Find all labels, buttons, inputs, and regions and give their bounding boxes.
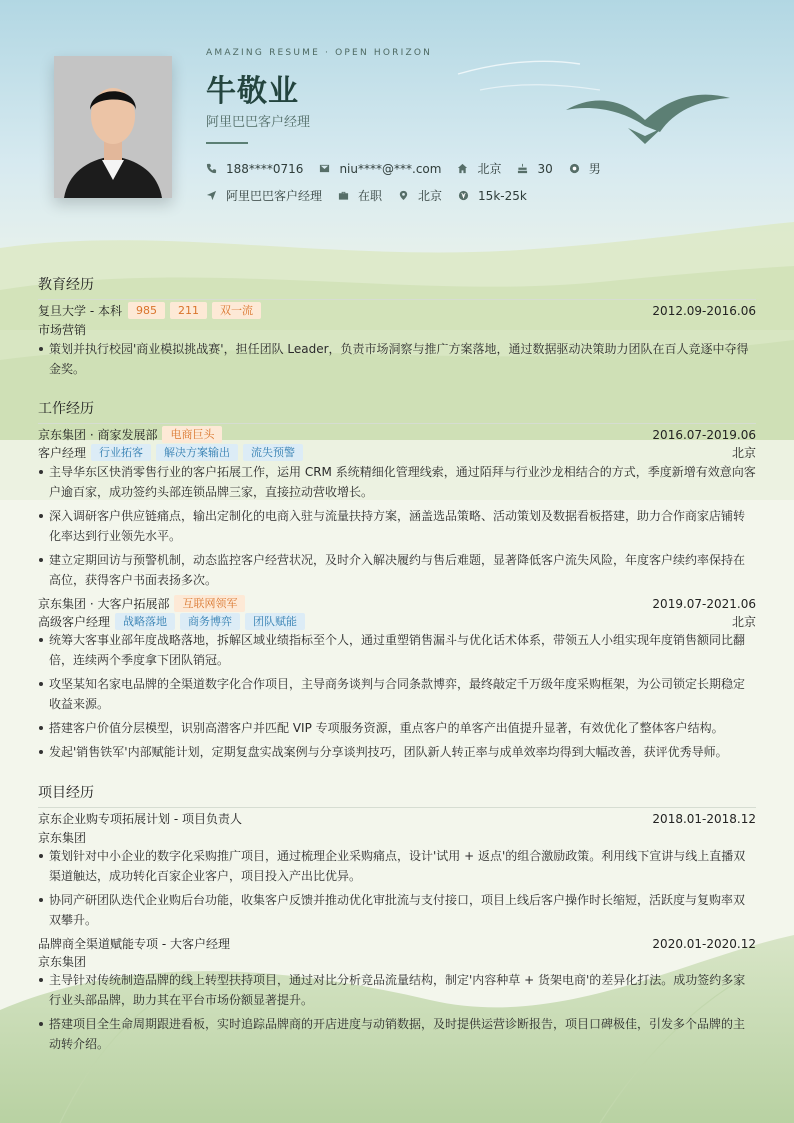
residence-item bbox=[457, 160, 501, 177]
target-city-text: 北京 bbox=[418, 189, 443, 203]
briefcase-icon bbox=[338, 190, 349, 201]
residence-text: 北京 bbox=[477, 162, 502, 176]
gender-item bbox=[569, 160, 601, 177]
phone-item bbox=[206, 162, 303, 176]
email-text: niu****@***.com bbox=[339, 161, 442, 176]
salary-text: 15k-25k bbox=[478, 188, 527, 203]
title-divider bbox=[206, 142, 248, 144]
project-bullet: 主导针对传统制造品牌的线上转型扶持项目，通过对比分析竞品流量结构，制定'内容种草 + 货架电商'的差异化打法。成功签约多家行业头部品牌，助力其在平台市场份额显著提升。 bbox=[38, 970, 756, 1010]
job-date: 2019.07-2021.06 bbox=[652, 596, 756, 611]
target-city-item bbox=[398, 187, 442, 204]
role-tag: 战略落地 bbox=[115, 613, 175, 630]
avatar bbox=[54, 56, 172, 198]
project-name: 品牌商全渠道赋能专项 - 大客户经理 bbox=[38, 937, 230, 951]
project-date: 2020.01-2020.12 bbox=[652, 936, 756, 951]
home-icon bbox=[457, 163, 468, 174]
send-icon bbox=[206, 190, 217, 201]
role-tag: 团队赋能 bbox=[245, 613, 305, 630]
contact-row-basic bbox=[206, 160, 617, 177]
education-major: 市场营销 bbox=[38, 323, 87, 337]
contact-row-career bbox=[206, 187, 543, 204]
education-section-title: 教育经历 bbox=[38, 274, 756, 300]
role-tag: 行业拓客 bbox=[91, 444, 151, 461]
project-header-row bbox=[38, 935, 756, 952]
salary-icon bbox=[458, 190, 469, 201]
school-tag: 双一流 bbox=[212, 302, 261, 319]
education-date: 2012.09-2016.06 bbox=[652, 303, 756, 318]
project-org: 京东集团 bbox=[38, 955, 87, 969]
job-bullet: 建立定期回访与预警机制，动态监控客户经营状况，及时介入解决履约与售后难题，显著降低客户流失风险，年度客户续约率保持在高位，获得客户书面表扬多次。 bbox=[38, 550, 756, 590]
mail-icon bbox=[319, 163, 330, 174]
project-bullet: 协同产研团队迭代企业购后台功能，收集客户反馈并推动优化审批流与支付接口，项目上线后客户操作时长缩短，活跃度与复购率双双攀升。 bbox=[38, 890, 756, 930]
age-item bbox=[517, 162, 552, 176]
job-status-item bbox=[338, 187, 382, 204]
school-tag: 985 bbox=[128, 302, 165, 319]
job-bullet: 攻坚某知名家电品牌的全渠道数字化合作项目，主导商务谈判与合同条款博弈，最终敲定千万级年度采购框架，为公司锁定长期稳定收益来源。 bbox=[38, 674, 756, 714]
job-company: 京东集团 · 商家发展部 bbox=[38, 428, 158, 442]
brand-tagline: AMAZING RESUME · OPEN HORIZON bbox=[206, 48, 433, 58]
job-company: 京东集团 · 大客户拓展部 bbox=[38, 597, 170, 611]
role-tag: 解决方案输出 bbox=[156, 444, 238, 461]
email-item bbox=[319, 162, 441, 176]
job-header-row bbox=[38, 426, 756, 443]
job-role-row bbox=[38, 613, 756, 630]
target-position-item bbox=[206, 187, 322, 204]
education-header-row bbox=[38, 302, 756, 319]
role-tag: 流失预警 bbox=[243, 444, 303, 461]
job-bullet: 发起'销售铁军'内部赋能计划，定期复盘实战案例与分享谈判技巧，团队新人转正率与成单效率均得到大幅改善，获评优秀导师。 bbox=[38, 742, 756, 762]
project-section-title: 项目经历 bbox=[38, 782, 756, 808]
gender-icon bbox=[569, 163, 580, 174]
location-icon bbox=[398, 190, 409, 201]
phone-icon bbox=[206, 163, 217, 174]
job-role: 客户经理 bbox=[38, 446, 87, 460]
target-position-text: 阿里巴巴客户经理 bbox=[226, 189, 323, 203]
project-bullet: 搭建项目全生命周期跟进看板，实时追踪品牌商的开店进度与动销数据，及时提供运营诊断报告，项目口碑极佳，引发多个品牌的主动转介绍。 bbox=[38, 1014, 756, 1054]
company-tag: 电商巨头 bbox=[162, 426, 222, 443]
school-name: 复旦大学 - 本科 bbox=[38, 304, 122, 318]
job-status-text: 在职 bbox=[358, 189, 383, 203]
job-city: 北京 bbox=[731, 446, 756, 460]
phone-text: 188****0716 bbox=[226, 161, 304, 176]
education-bullet: 策划并执行校园'商业模拟挑战赛'，担任团队 Leader，负责市场洞察与推广方案落地，通过数据驱动决策助力团队在百人竞逐中夺得金奖。 bbox=[38, 339, 756, 379]
project-header-row bbox=[38, 810, 756, 827]
company-tag: 互联网领军 bbox=[174, 595, 245, 612]
job-bullet: 搭建客户价值分层模型，识别高潜客户并匹配 VIP 专项服务资源，重点客户的单客产出值提升显著，有效优化了整体客户结构。 bbox=[38, 718, 756, 738]
job-bullet: 主导华东区快消零售行业的客户拓展工作，运用 CRM 系统精细化管理线索，通过陌拜与行业沙龙相结合的方式，季度新增有效意向客户逾百家，成功签约头部连锁品牌三家，直接拉动营收增长。 bbox=[38, 462, 756, 502]
school-tag: 211 bbox=[170, 302, 207, 319]
cake-icon bbox=[517, 163, 528, 174]
project-org: 京东集团 bbox=[38, 831, 87, 845]
job-bullet: 深入调研客户供应链痛点，输出定制化的电商入驻与流量扶持方案，涵盖选品策略、活动策划及数据看板搭建，助力合作商家店铺转化率达到行业领先水平。 bbox=[38, 506, 756, 546]
project-bullet: 策划针对中小企业的数字化采购推广项目，通过梳理企业采购痛点，设计'试用 + 返点'的组合激励政策。利用线下宣讲与线上直播双渠道触达，成功转化百家企业客户，项目投入产出比优异。 bbox=[38, 846, 756, 886]
job-bullet: 统筹大客事业部年度战略落地，拆解区域业绩指标至个人，通过重塑销售漏斗与优化话术体系，带领五人小组实现年度销售额同比翻倍，连续两个季度拿下团队销冠。 bbox=[38, 630, 756, 670]
gender-text: 男 bbox=[588, 162, 601, 176]
job-role: 高级客户经理 bbox=[38, 615, 111, 629]
job-city: 北京 bbox=[731, 615, 756, 629]
work-section-title: 工作经历 bbox=[38, 398, 756, 424]
candidate-name: 牛敬业 bbox=[206, 74, 299, 109]
age-text: 30 bbox=[537, 161, 553, 176]
project-date: 2018.01-2018.12 bbox=[652, 811, 756, 826]
salary-item bbox=[458, 189, 527, 203]
job-role-row bbox=[38, 444, 756, 461]
candidate-title: 阿里巴巴客户经理 bbox=[206, 115, 311, 130]
job-date: 2016.07-2019.06 bbox=[652, 427, 756, 442]
project-name: 京东企业购专项拓展计划 - 项目负责人 bbox=[38, 812, 242, 826]
job-header-row bbox=[38, 595, 756, 612]
role-tag: 商务博弈 bbox=[180, 613, 240, 630]
